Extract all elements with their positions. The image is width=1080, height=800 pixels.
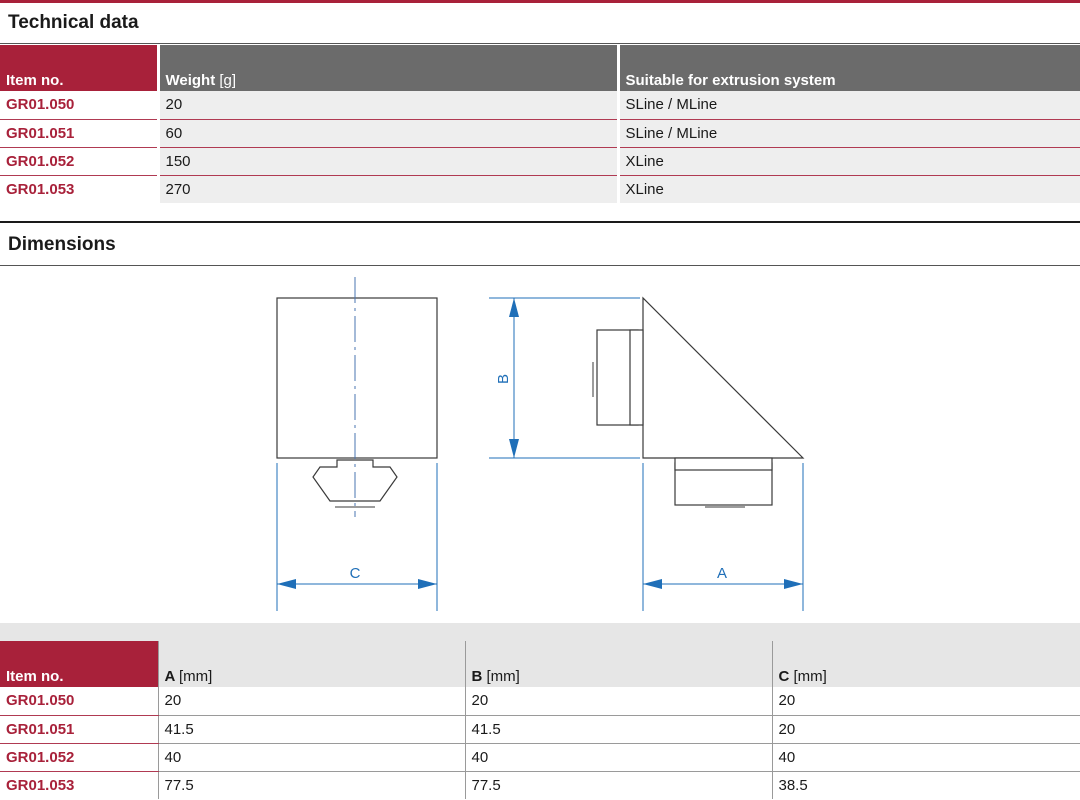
system-value: SLine / MLine [618,119,1080,147]
table-header-row [0,641,1080,687]
item-number: GR01.052 [0,147,158,175]
arrowhead-c-left [277,579,296,589]
section-spacer-gray [0,623,1080,641]
system-value: SLine / MLine [618,91,1080,119]
header-b-label: B [471,668,483,685]
header-a-label: A [164,668,175,685]
item-number: GR01.053 [0,175,158,203]
item-number: GR01.050 [0,91,158,119]
table-row [0,119,1080,147]
a-value: 20 [158,687,465,715]
header-item-no: Item no. [0,45,158,91]
arrowhead-a-left [643,579,662,589]
header-extrusion-system: Suitable for extrusion system [618,45,1080,91]
c-value: 40 [772,743,1080,771]
table-row [0,771,1080,799]
a-value: 77.5 [158,771,465,799]
item-number: GR01.051 [0,119,158,147]
header-weight-label: Weight [165,72,216,89]
header-c-unit: [mm] [793,668,827,685]
dimensions-top-rule [0,221,1080,223]
header-weight-unit: [g] [219,72,237,89]
dimension-label-c: C [349,565,361,582]
item-number: GR01.052 [0,743,158,771]
table-row [0,91,1080,119]
b-value: 20 [465,687,772,715]
c-value: 20 [772,715,1080,743]
dimensions-title-rule [0,265,1080,266]
system-value: XLine [618,175,1080,203]
header-a-unit: [mm] [178,668,213,685]
front-view [277,277,437,517]
system-value: XLine [618,147,1080,175]
item-number: GR01.053 [0,771,158,799]
front-view-body [277,298,437,458]
bottom-nut-flange [675,458,772,470]
header-weight [158,45,618,91]
arrowhead-b-bottom [509,439,519,458]
arrowhead-b-top [509,298,519,317]
weight-value: 270 [158,175,618,203]
c-value: 20 [772,687,1080,715]
dimension-label-a: A [716,565,728,582]
technical-title-rule [0,43,1080,44]
arrowhead-c-right [418,579,437,589]
weight-value: 150 [158,147,618,175]
dimension-label-b: B [495,373,512,385]
item-number: GR01.050 [0,687,158,715]
header-a [158,641,465,687]
technical-data-table [0,45,1080,203]
item-number: GR01.051 [0,715,158,743]
side-nut-flange [630,330,643,425]
top-accent-line [0,0,1080,3]
header-c [772,641,1080,687]
weight-value: 20 [158,91,618,119]
technical-data-title: Technical data [8,12,139,33]
header-item-no: Item no. [0,641,158,687]
b-value: 40 [465,743,772,771]
header-b-unit: [mm] [486,668,520,685]
b-value: 41.5 [465,715,772,743]
dimension-drawing [0,267,1080,623]
table-header-row [0,45,1080,91]
table-row [0,175,1080,203]
side-view [593,298,803,507]
header-c-label: C [778,668,790,685]
a-value: 40 [158,743,465,771]
arrowhead-a-right [784,579,803,589]
dimensions-table [0,641,1080,799]
weight-value: 60 [158,119,618,147]
header-b [465,641,772,687]
table-row [0,147,1080,175]
table-row [0,715,1080,743]
a-value: 41.5 [158,715,465,743]
bracket-triangle [643,298,803,458]
table-row [0,743,1080,771]
b-value: 77.5 [465,771,772,799]
table-row [0,687,1080,715]
c-value: 38.5 [772,771,1080,799]
section-spacer [0,203,1080,221]
dimensions-title: Dimensions [8,234,116,255]
